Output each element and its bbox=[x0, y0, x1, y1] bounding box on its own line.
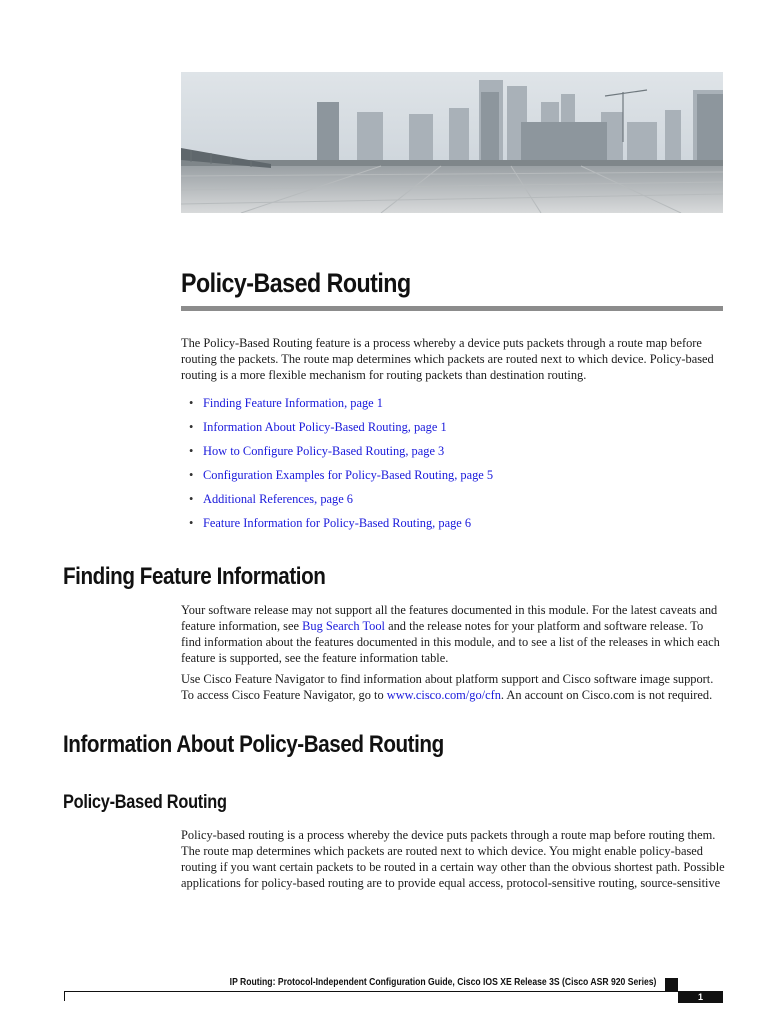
page-title: Policy-Based Routing bbox=[181, 268, 411, 298]
footer-rule bbox=[64, 991, 723, 992]
toc-item bbox=[189, 394, 493, 418]
bullet-icon: • bbox=[189, 468, 194, 482]
toc-item bbox=[189, 466, 493, 490]
toc-link-feature-information[interactable]: Feature Information for Policy-Based Routing, page 6 bbox=[203, 516, 472, 530]
toc-link-finding-feature-information[interactable]: Finding Feature Information, page 1 bbox=[203, 396, 383, 410]
finding-p1-text-a: Your software release may not support all the features documented in this module. For the latest caveats and feature information, see bbox=[181, 603, 718, 633]
bullet-icon: • bbox=[189, 396, 194, 410]
toc-item bbox=[189, 490, 493, 514]
toc-link-additional-references[interactable]: Additional References, page 6 bbox=[203, 492, 354, 506]
bug-search-tool-link[interactable]: Bug Search Tool bbox=[302, 619, 385, 633]
section-heading-information-about-pbr: Information About Policy-Based Routing bbox=[63, 731, 444, 758]
pbr-paragraph: Policy-based routing is a process whereby the device puts packets through a route map before routing them. The route map determines which packets are routed next to which device. You might enable policy-based routing if you want certain packets to be routed in a certain way other than the obvious shortest path. Possible applications for policy-based routing are to provide equal access, protocol-sensitive routing, source-sensitive bbox=[181, 828, 725, 890]
bullet-icon: • bbox=[189, 420, 194, 434]
cisco-feature-navigator-link[interactable]: www.cisco.com/go/cfn bbox=[386, 688, 501, 702]
bullet-icon: • bbox=[189, 444, 194, 458]
footer-document-title: IP Routing: Protocol-Independent Configuration Guide, Cisco IOS XE Release 3S (Cisco ASR 920 Series) bbox=[229, 976, 656, 988]
finding-paragraph-2 bbox=[181, 671, 726, 703]
table-of-contents bbox=[189, 394, 493, 538]
subsection-heading-policy-based-routing: Policy-Based Routing bbox=[63, 792, 227, 813]
toc-item bbox=[189, 442, 493, 466]
finding-p2-text-a: Use Cisco Feature Navigator to find information about platform support and Cisco software image support. To access Cisco Feature Navigator, go to bbox=[181, 672, 714, 702]
footer-marker bbox=[665, 978, 678, 991]
toc-item bbox=[189, 514, 493, 538]
intro-paragraph: The Policy-Based Routing feature is a process whereby a device puts packets through a route map before routing the packets. The route map determines which packets are routed next to which device. Policy-based routing is a more flexible mechanism for routing packets than destination routing. bbox=[181, 336, 714, 382]
bullet-icon: • bbox=[189, 492, 194, 506]
title-divider bbox=[181, 306, 723, 311]
section-heading-finding-feature-information: Finding Feature Information bbox=[63, 563, 326, 590]
toc-item bbox=[189, 418, 493, 442]
toc-link-information-about-pbr[interactable]: Information About Policy-Based Routing, page 1 bbox=[203, 420, 447, 434]
toc-link-configuration-examples[interactable]: Configuration Examples for Policy-Based Routing, page 5 bbox=[203, 468, 494, 482]
finding-p1-text-b: and the release notes for your platform and software release. To find information about the features documented in this module, and to see a list of the releases in which each feature is supported, see the feature information table. bbox=[181, 619, 720, 665]
footer-rule-tick bbox=[64, 991, 65, 1001]
city-skyline-banner-image bbox=[181, 72, 723, 213]
finding-paragraph-1 bbox=[181, 602, 726, 666]
bullet-icon: • bbox=[189, 516, 194, 530]
finding-p2-text-b: . An account on Cisco.com is not required. bbox=[500, 688, 713, 702]
toc-link-how-to-configure-pbr[interactable]: How to Configure Policy-Based Routing, page 3 bbox=[203, 444, 445, 458]
page-number: 1 bbox=[678, 991, 723, 1003]
